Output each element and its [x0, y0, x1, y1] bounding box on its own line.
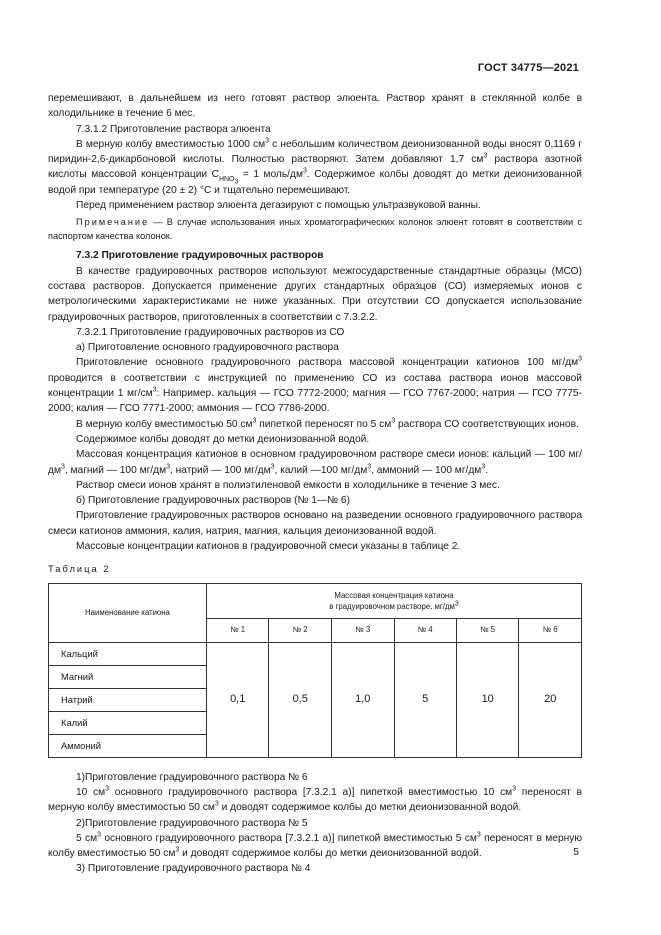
value-cell: 20 [519, 642, 582, 757]
cation-cell: Магний [49, 665, 207, 688]
value-cell: 0,5 [269, 642, 332, 757]
header-number: № 4 [394, 618, 456, 642]
header-cation-name: Наименование катиона [49, 583, 207, 642]
table-caption: Таблица 2 [48, 563, 111, 575]
header-number: № 1 [206, 618, 269, 642]
paragraph: Массовые концентрации катионов в градуировочной смеси указаны в таблице 2. [76, 541, 461, 553]
paragraph: В мерную колбу вместимостью 1000 $см^3$ с небольшим количеством деионизованной воды вносят 0,1169 г пиридин-2,6-дикарбоновой кислоты. Полностью растворяют. Затем добавляют 1,7 $см^3$ раствора азотной кислоты массовой концентрации $C_{HNO_3} = 1$ моль/$дм^3$. Содержимое колбы доводят до метки деионизованной водой при температуре (20 ± 2) °С и тщательно перемешивают. [48, 137, 582, 196]
cation-cell: Натрий [49, 688, 207, 711]
value-cell: 1,0 [331, 642, 394, 757]
paragraph: В мерную колбу вместимостью 50 $см^3$ пипеткой переносят по 5 $см^3$ раствора СО соответствующих ионов. [76, 417, 579, 430]
list-item-a: а) Приготовление основного градуировочного раствора [76, 342, 339, 354]
paragraph: Раствор смеси ионов хранят в полиэтиленовой емкости в холодильнике в течение 3 мес. [76, 479, 500, 491]
paragraph: Приготовление основного градуировочного раствора массовой концентрации катионов 100 $мг/дм^3$ проводится в соответствии с инструкцией по применению СО из состава раствора ионов массовой концентрации 1 $мг/см^3$: Например. кальция — ГСО 7772-2000; магния — ГСО 7767-2000; натрия — ГСО 7775-2000; калия — ГСО 7771-2000; аммония — ГСО 7786-2000. [48, 356, 582, 415]
concentration-table [48, 583, 582, 758]
paragraph: В качестве градуировочных растворов используют межгосударственные стандартные образцы (МСО) состава растворов. Допускается применение других стандартных образцов (СО) измеряемых ионов с метрологическими характеристиками не ниже указанных. При отсутствии СО допускается использование градуировочных растворов, приготовленных в соответствии с 7.3.2.2. [48, 265, 582, 323]
paragraph: 5 $см^3$ основного градуировочного раствора [7.3.2.1 а)] пипеткой вместимостью 5 $см^3$ переносят в мерную колбу вместимостью 50 $см^3$ и доводят содержимое колбы до метки деионизованной водой. [48, 831, 582, 860]
value-cell: 5 [394, 642, 456, 757]
paragraph: 10 $см^3$ основного градуировочного раствора [7.3.2.1 а)] пипеткой вместимостью 10 $см^3$ переносят в мерную колбу вместимостью 50 $см^3$ и доводят содержимое колбы до метки деионизованной водой. [48, 785, 583, 814]
paragraph: Перед применением раствор элюента дегазируют с помощью ультразвуковой ванны. [76, 200, 481, 212]
cation-cell: Аммоний [49, 734, 207, 757]
list-item-2: 2)Приготовление градуировочного раствора № 5 [76, 817, 308, 829]
header-number: № 5 [456, 618, 518, 642]
paragraph: Содержимое колбы доводят до метки деионизованной водой. [76, 433, 370, 445]
header-concentration: Массовая концентрация катиона в градуировочном растворе, $мг/дм^3$ [206, 583, 581, 618]
paragraph: перемешивают, в дальнейшем из него готовят раствор элюента. Раствор хранят в стеклянной колбе в холодильнике в течение 6 мес. [48, 93, 582, 120]
value-cell: 10 [456, 642, 518, 757]
list-item-b: б) Приготовление градуировочных растворов (№ 1—№ 6) [76, 495, 350, 507]
standard-header: ГОСТ 34775—2021 [477, 62, 579, 74]
cation-cell: Кальций [49, 642, 207, 665]
note-label: Примечание [76, 217, 150, 228]
paragraph: Приготовление градуировочных растворов основано на разведении основного градуировочного раствора смеси катионов аммония, калия, натрия, магния, кальция деионизованной водой. [48, 510, 582, 537]
header-number: № 6 [519, 618, 582, 642]
section-heading-7-3-1-2: 7.3.1.2 Приготовление раствора элюента [76, 123, 271, 135]
page-number: 5 [573, 846, 579, 858]
list-item-3: 3) Приготовление градуировочного раствора № 4 [76, 863, 311, 875]
header-number: № 2 [269, 618, 332, 642]
note: Примечание — В случае использования иных хроматографических колонок элюент готовят в соответствии с паспортом качества колонок. [48, 217, 582, 241]
paragraph: Массовая концентрация катионов в основном градуировочном растворе смеси ионов: кальций — 100 $мг/дм^3$, магний — 100 $мг/дм^3$, натрий — 100 $мг/дм^3$, калий —100 $мг/дм^3$, аммоний — 100 $мг/дм^3$. [48, 449, 582, 476]
list-item-1: 1)Приготовление градуировочного раствора № 6 [76, 771, 308, 783]
cation-cell: Калий [49, 711, 207, 734]
section-heading-7-3-2-1: 7.3.2.1 Приготовление градуировочных растворов из СО [76, 326, 345, 338]
header-number: № 3 [331, 618, 394, 642]
document-body [48, 91, 582, 877]
value-cell: 0,1 [206, 642, 269, 757]
section-heading-7-3-2: 7.3.2 Приготовление градуировочных растворов [76, 250, 324, 262]
